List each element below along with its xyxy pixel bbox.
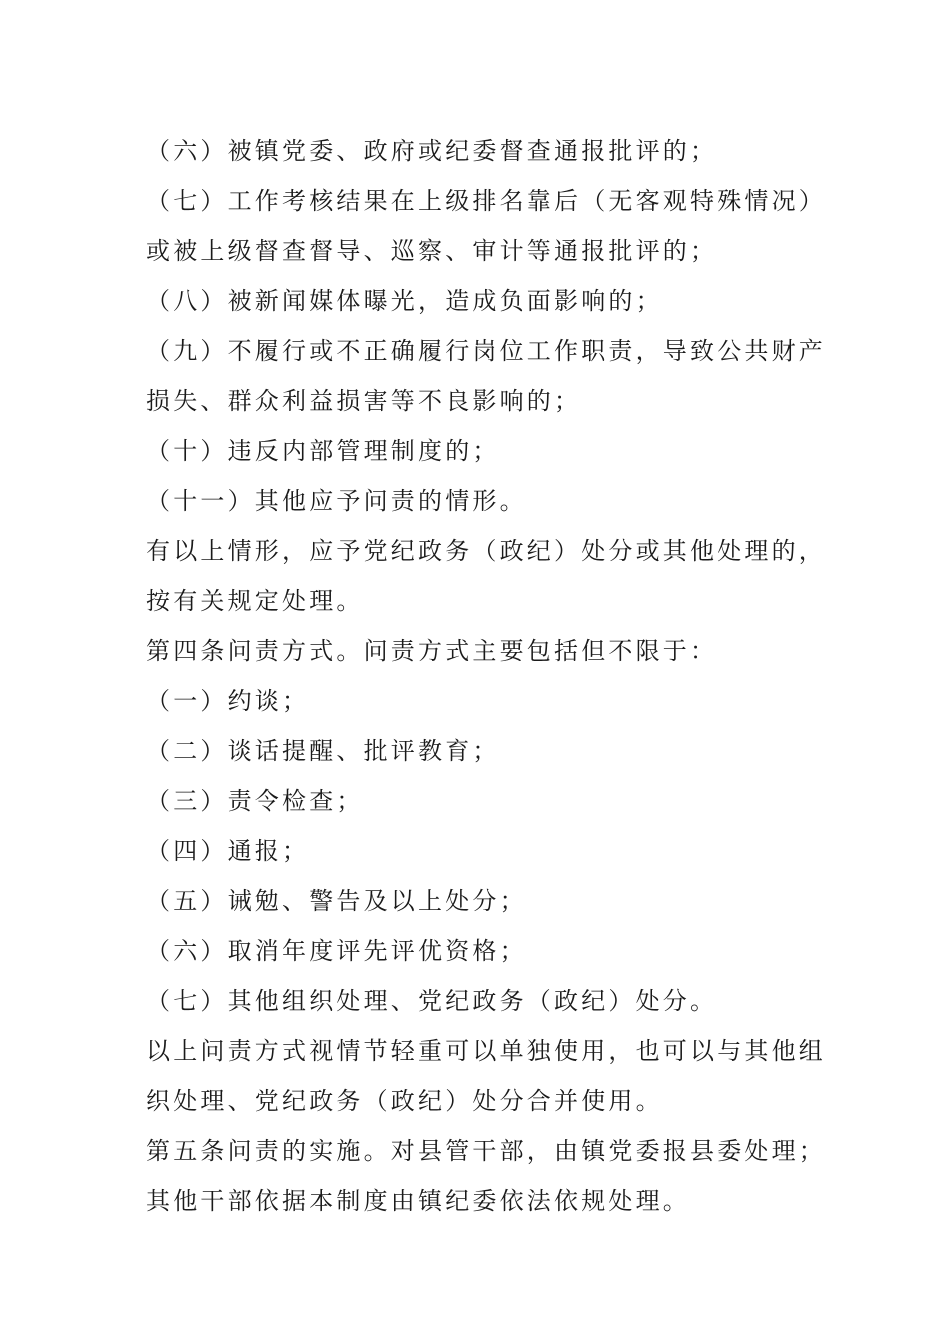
method-5-warning: （五）诫勉、警告及以上处分；: [146, 887, 527, 915]
disciplinary-note: 有以上情形，应予党纪政务（政纪）处分或其他处理的，: [146, 537, 826, 565]
article-4-heading: 第四条问责方式。问责方式主要包括但不限于：: [146, 637, 718, 665]
methods-usage-note: 以上问责方式视情节轻重可以单独使用，也可以与其他组: [146, 1037, 826, 1065]
methods-usage-note-cont: 织处理、党纪政务（政纪）处分合并使用。: [146, 1087, 663, 1115]
method-3-self-review: （三）责令检查；: [146, 787, 364, 815]
method-7-other-sanctions: （七）其他组织处理、党纪政务（政纪）处分。: [146, 987, 718, 1015]
item-8-media-exposure: （八）被新闻媒体曝光，造成负面影响的；: [146, 287, 663, 315]
method-1-interview: （一）约谈；: [146, 687, 310, 715]
item-9-duty-failure-cont: 损失、群众利益损害等不良影响的；: [146, 387, 582, 415]
item-10-internal-rules: （十）违反内部管理制度的；: [146, 437, 500, 465]
item-9-duty-failure: （九）不履行或不正确履行岗位工作职责，导致公共财产: [146, 337, 826, 365]
article-5-implementation-cont: 其他干部依据本制度由镇纪委依法依规处理。: [146, 1187, 690, 1215]
method-2-reminder: （二）谈话提醒、批评教育；: [146, 737, 500, 765]
disciplinary-note-cont: 按有关规定处理。: [146, 587, 364, 615]
article-5-implementation: 第五条问责的实施。对县管干部，由镇党委报县委处理；: [146, 1137, 826, 1165]
item-7-assessment-ranking-cont: 或被上级督查督导、巡察、审计等通报批评的；: [146, 237, 718, 265]
document-body: [146, 126, 826, 1226]
method-6-disqualification: （六）取消年度评先评优资格；: [146, 937, 527, 965]
item-7-assessment-ranking: （七）工作考核结果在上级排名靠后（无客观特殊情况）: [146, 187, 826, 215]
method-4-circular: （四）通报；: [146, 837, 310, 865]
item-6-reported-criticism: （六）被镇党委、政府或纪委督查通报批评的；: [146, 137, 718, 165]
item-11-other-cases: （十一）其他应予问责的情形。: [146, 487, 527, 515]
